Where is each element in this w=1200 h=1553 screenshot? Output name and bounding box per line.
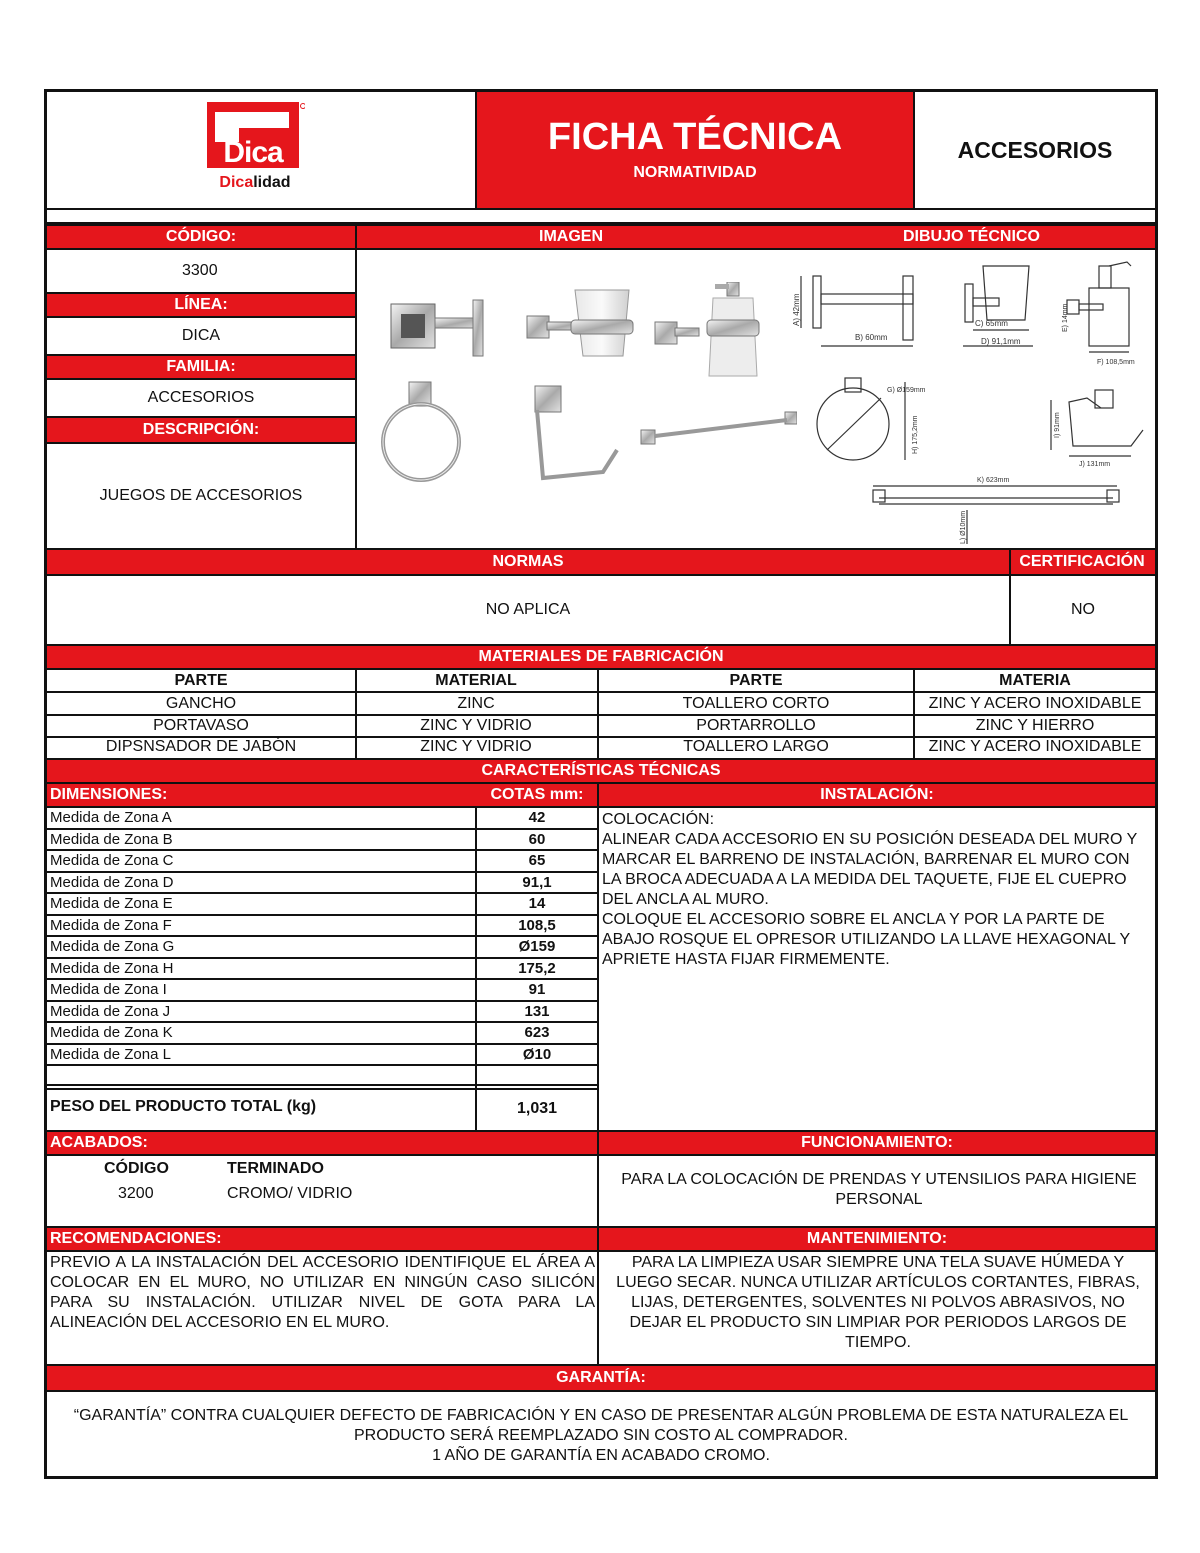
table-cell: PORTAVASO [153, 716, 249, 734]
garantia-line-1: “GARANTÍA” CONTRA CUALQUIER DEFECTO DE FABRICACIÓN Y EN CASO DE PRESENTAR ALGÚN PROBLEMA DE ESTA NATURALEZA EL [73, 1407, 1129, 1424]
dim-a-label: A) 42mm [792, 293, 801, 326]
category-label: ACCESORIOS [957, 136, 1113, 163]
dim-label: Medida de Zona B [50, 830, 173, 848]
certificacion-value: NO [1071, 601, 1095, 618]
funcionamiento-header: FUNCIONAMIENTO: [599, 1130, 1155, 1156]
table-row [47, 980, 597, 1002]
soap-dispenser-photo [655, 282, 759, 376]
descripcion-value: JUEGOS DE ACCESORIOS [99, 487, 303, 504]
codigo-header: CÓDIGO: [47, 224, 355, 250]
caracteristicas-header: CARACTERÍSTICAS TÉCNICAS [47, 758, 1155, 784]
table-row [47, 830, 597, 852]
dim-j-label: J) 131mm [1079, 461, 1111, 468]
dim-value: 42 [528, 809, 546, 826]
header-parte-2: PARTE [729, 671, 783, 689]
dim-value: 131 [524, 1002, 550, 1020]
recomendaciones-text: PREVIO A LA INSTALACIÓN DEL ACCESORIO IDENTIFIQUE EL ÁREA A COLOCAR EN EL MURO, NO UTILIZAR EN NINGÚN CASO SILICÓN PARA SU INSTALACIÓN. UTILIZAR NIVEL DE GOTA PARA LA ALINEACIÓN DEL ACCESORIO EN EL MURO. [50, 1254, 595, 1331]
logo-tagline [205, 174, 305, 192]
title-block [477, 92, 913, 208]
dim-label: Medida de Zona D [50, 873, 174, 891]
imagen-label: IMAGEN [539, 228, 603, 245]
table-row [47, 693, 1155, 714]
garantia-header: GARANTÍA: [47, 1364, 1155, 1392]
dim-e-label: E) 14mm [1062, 303, 1069, 332]
peso-value: 1,031 [516, 1100, 558, 1117]
table-row [47, 851, 597, 873]
peso-label: PESO DEL PRODUCTO TOTAL (kg) [50, 1098, 317, 1115]
dim-value: 91,1 [522, 873, 552, 891]
codigo-value: 3300 [182, 262, 218, 279]
logo [205, 102, 305, 198]
dim-h-label: H) 175,2mm [912, 415, 919, 454]
header-material-1: MATERIAL [435, 671, 517, 689]
tumbler-holder-photo [527, 290, 633, 356]
dimensiones-table [47, 808, 597, 1132]
dim-i-label: I) 91mm [1054, 412, 1061, 438]
dim-label: Medida de Zona E [50, 895, 173, 912]
dim-label: Medida de Zona F [50, 916, 172, 934]
dim-label: Medida de Zona H [50, 959, 174, 977]
acabados-codigo-header: CÓDIGO [104, 1160, 169, 1177]
table-cell: ZINC Y HIERRO [975, 716, 1095, 734]
dim-c-label: C) 65mm [975, 319, 1008, 328]
table-row-empty [47, 1066, 597, 1086]
table-row [47, 959, 597, 981]
certificacion-label: CERTIFICACIÓN [1019, 553, 1145, 570]
table-row [47, 736, 1155, 757]
acabados-terminado-header: TERMINADO [227, 1160, 324, 1177]
instalacion-text: COLOCACIÓN: ALINEAR CADA ACCESORIO EN SU POSICIÓN DESEADA DEL MURO Y MARCAR EL BARRENO DE INSTALACIÓN, BARRENAR EL MURO CON LA BROCA ADECUADA A LA MEDIDA DEL TAQUETE, FIJE EL CUEPRO DEL ANCLA AL MURO. COLOQUE EL ACCESORIO SOBRE EL ANCLA Y POR LA PARTE DE ABAJO ROSQUE EL OPRESOR UTILIZANDO LA LLAVE HEXAGONAL Y APRIETE HASTA FIJAR FIRMEMENTE. [602, 811, 1137, 968]
descripcion-header: DESCRIPCIÓN: [47, 416, 355, 444]
mantenimiento-header: MANTENIMIENTO: [599, 1226, 1155, 1252]
linea-value: DICA [181, 327, 221, 344]
table-cell: ZINC Y VIDRIO [420, 737, 532, 755]
paper-holder-photo [535, 386, 617, 478]
table-row [47, 715, 1155, 736]
dim-value: 91 [528, 981, 546, 998]
towel-bar-drawing [873, 486, 1119, 544]
table-cell: TOALLERO CORTO [682, 694, 830, 712]
product-images [377, 282, 797, 512]
dim-label: Medida de Zona J [50, 1002, 171, 1020]
familia-header: FAMILIA: [47, 354, 355, 380]
funcionamiento-text: PARA LA COLOCACIÓN DE PRENDAS Y UTENSILIOS PARA HIGIENE PERSONAL [621, 1171, 1137, 1208]
dispenser-drawing [1067, 262, 1131, 352]
logo-tagline-prefix: Dica [219, 174, 254, 191]
header [47, 92, 1155, 208]
towel-bar-photo [641, 412, 797, 444]
table-row [47, 808, 597, 830]
logo-tagline-suffix: lidad [253, 174, 291, 191]
tumbler-drawing [963, 266, 1033, 346]
dim-d-label: D) 91,1mm [981, 337, 1021, 346]
normas-label: NORMAS [492, 553, 564, 570]
dim-label: Medida de Zona A [50, 809, 172, 826]
acabados-header: ACABADOS: [47, 1130, 597, 1156]
paper-holder-drawing [1051, 390, 1143, 456]
table-row [47, 937, 597, 959]
dim-f-label: F) 108,5mm [1097, 359, 1135, 366]
spec-sheet [44, 89, 1158, 1479]
linea-header: LÍNEA: [47, 292, 355, 318]
dim-label: Medida de Zona G [50, 938, 175, 955]
dimensiones-header: DIMENSIONES: [47, 784, 477, 808]
dim-b-label: B) 60mm [855, 333, 888, 342]
recomendaciones-header: RECOMENDACIONES: [47, 1226, 597, 1252]
acabados-terminado: CROMO/ VIDRIO [227, 1185, 353, 1202]
page-subtitle: NORMATIVIDAD [633, 164, 757, 181]
mantenimiento-text: PARA LA LIMPIEZA USAR SIEMPRE UNA TELA SUAVE HÚMEDA Y LUEGO SECAR. NUNCA UTILIZAR ARTÍCULOS CORTANTES, FIBRAS, LIJAS, DETERGENTES, SOLVENTES NI POLVOS ABRASIVOS, NO DEJAR EL PRODUCTO SIN LIMPIAR POR PERIODOS LARGOS DE TIEMPO. [616, 1254, 1140, 1351]
familia-value: ACCESORIOS [147, 389, 255, 406]
dim-label: Medida de Zona I [50, 981, 167, 998]
materiales-header: MATERIALES DE FABRICACIÓN [47, 644, 1155, 670]
dim-value: Ø10 [522, 1045, 552, 1063]
instalacion-header: INSTALACIÓN: [599, 784, 1155, 808]
page-title: FICHA TÉCNICA [547, 116, 843, 158]
dim-l-label: L) Ø10mm [960, 510, 967, 544]
dim-value: 65 [528, 852, 546, 869]
dim-value: 175,2 [518, 959, 556, 977]
table-row [47, 1023, 597, 1045]
table-cell: GANCHO [165, 694, 237, 712]
table-cell: DIPSNSADOR DE JABÓN [105, 737, 297, 755]
table-cell: ZINC Y VIDRIO [420, 716, 532, 734]
hook-photo [391, 300, 483, 356]
dim-label: Medida de Zona L [50, 1045, 171, 1063]
table-cell: ZINC Y ACERO INOXIDABLE [928, 737, 1142, 755]
table-row [47, 873, 597, 895]
table-row [47, 1002, 597, 1024]
table-row [47, 1045, 597, 1067]
logo-brand: Dica [223, 136, 283, 169]
garantia-line-3: 1 AÑO DE GARANTÍA EN ACABADO CROMO. [432, 1447, 770, 1464]
header-parte-1: PARTE [174, 671, 228, 689]
dim-label: Medida de Zona C [50, 852, 174, 869]
normas-value: NO APLICA [485, 601, 571, 618]
table-row [47, 916, 597, 938]
garantia-line-2: PRODUCTO SERÁ REEMPLAZADO SIN COSTO AL COMPRADOR. [353, 1427, 848, 1444]
dim-k-label: K) 623mm [977, 477, 1010, 484]
table-cell: ZINC [457, 694, 495, 712]
imagen-dibujo-header [357, 224, 1155, 250]
dim-value: 108,5 [518, 916, 556, 934]
dim-value: 14 [528, 895, 546, 912]
materiales-table [47, 670, 1155, 758]
table-cell: ZINC Y ACERO INOXIDABLE [928, 694, 1142, 712]
cotas-header: COTAS mm: [477, 784, 597, 808]
dim-value: 60 [528, 830, 546, 848]
header-materia-2: MATERIA [999, 671, 1071, 689]
table-cell: PORTARROLLO [696, 716, 816, 734]
dibujo-label: DIBUJO TÉCNICO [903, 228, 1040, 245]
towel-ring-photo [383, 382, 459, 480]
dim-g-label: G) Ø159mm [887, 387, 926, 394]
acabados-codigo: 3200 [118, 1185, 154, 1202]
table-cell: TOALLERO LARGO [683, 737, 829, 755]
technical-drawings [787, 254, 1153, 544]
table-row [47, 894, 597, 916]
materiales-header-row [47, 670, 1155, 691]
dim-value: 623 [524, 1024, 550, 1041]
dim-label: Medida de Zona K [50, 1024, 173, 1041]
dim-value: Ø159 [518, 938, 556, 955]
